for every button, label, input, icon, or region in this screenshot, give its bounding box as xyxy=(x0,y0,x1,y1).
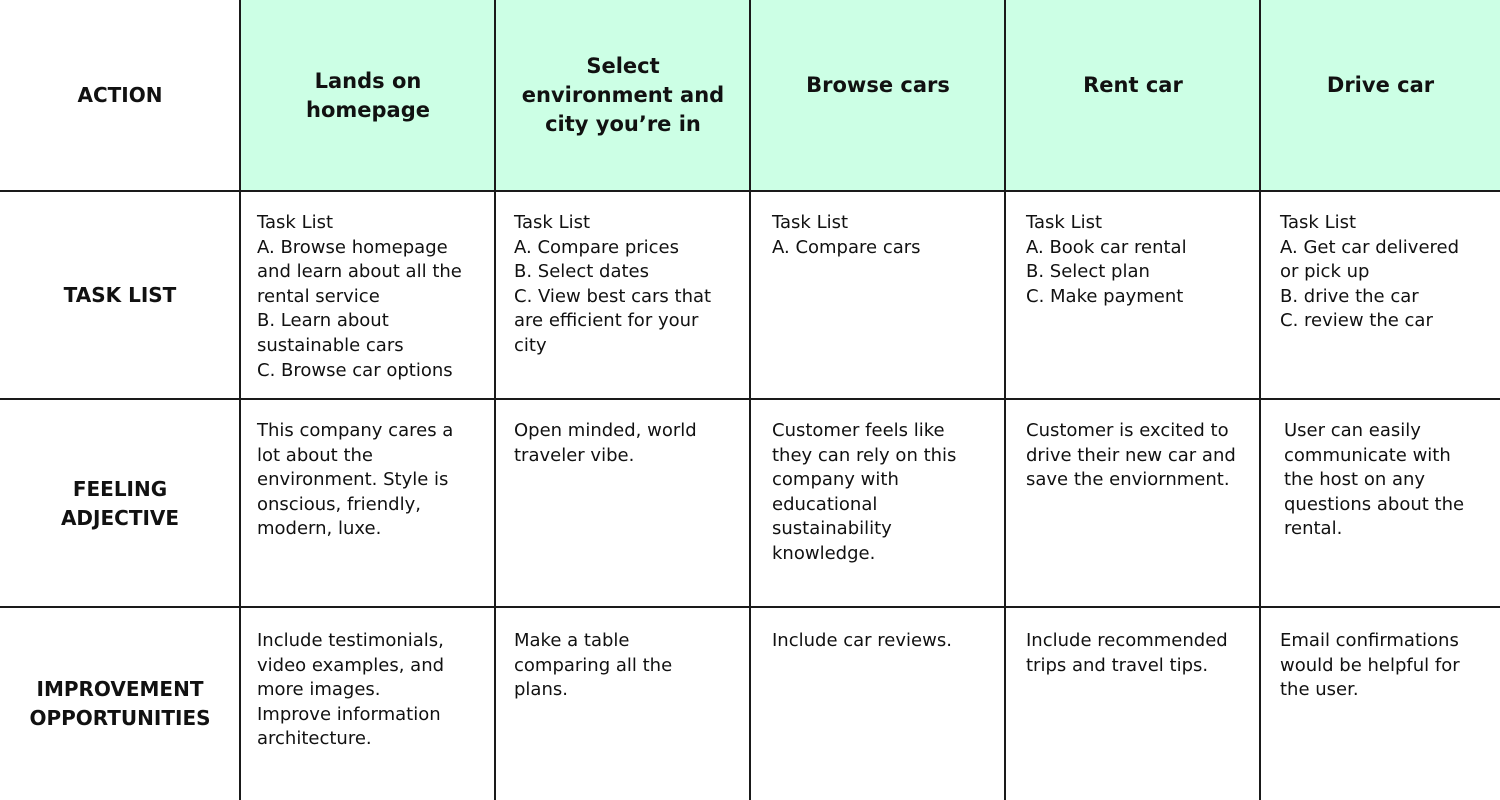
column-header-line: Select xyxy=(586,54,660,78)
cell-text-line: save the enviornment. xyxy=(1026,469,1230,491)
cell-text-line: video examples, and xyxy=(257,654,445,676)
row-divider xyxy=(0,398,1500,400)
column-header-rent-car xyxy=(1006,0,1260,191)
row-divider xyxy=(0,190,1500,192)
cell-text-line: Make a table xyxy=(514,630,630,651)
column-header-line: Drive car xyxy=(1326,73,1435,97)
column-header-lands-on-homepage xyxy=(241,0,495,191)
cell-text-line: User can easily xyxy=(1284,420,1421,441)
table-cell xyxy=(772,629,952,654)
cell-text-line: Task List xyxy=(772,212,849,233)
cell-text-line: Customer feels like xyxy=(772,420,945,441)
column-divider xyxy=(494,0,496,800)
cell-text-line: C. Browse car options xyxy=(257,359,453,381)
cell-text-line: and learn about all the xyxy=(257,261,462,283)
row-header-line: IMPROVEMENT xyxy=(36,677,204,701)
cell-text-line: drive their new car and xyxy=(1026,444,1236,466)
cell-text-line: Task List xyxy=(257,212,334,233)
cell-text-line: A. Compare cars xyxy=(772,236,921,258)
cell-text-line: B. Learn about xyxy=(257,310,389,332)
cell-text-line: Customer is excited to xyxy=(1026,420,1229,441)
row-header-feeling-adjective xyxy=(0,400,240,607)
cell-text-line: A. Compare prices xyxy=(514,236,679,258)
table-cell xyxy=(1026,629,1228,678)
cell-text-line: Include car reviews. xyxy=(772,630,952,651)
cell-text-line: knowledge. xyxy=(772,542,876,564)
row-header-task-list xyxy=(0,192,240,399)
table-cell xyxy=(772,419,956,567)
column-header-line: Rent car xyxy=(1083,73,1183,97)
cell-text-line: city xyxy=(514,334,547,356)
table-cell xyxy=(1280,211,1459,334)
row-header-line: OPPORTUNITIES xyxy=(29,706,211,730)
cell-text-line: A. Browse homepage xyxy=(257,236,448,258)
cell-text-line: onscious, friendly, xyxy=(257,493,421,515)
cell-text-line: lot about the xyxy=(257,444,373,466)
cell-text-line: Task List xyxy=(1026,212,1103,233)
cell-text-line: or pick up xyxy=(1280,261,1370,283)
cell-text-line: C. Make payment xyxy=(1026,285,1184,307)
table-cell xyxy=(257,211,462,383)
cell-text-line: company with xyxy=(772,469,899,491)
cell-text-line: This company cares a xyxy=(257,420,454,441)
cell-text-line: Email confirmations xyxy=(1280,630,1459,651)
table-cell xyxy=(1284,419,1464,542)
column-header-drive-car xyxy=(1261,0,1500,191)
row-divider xyxy=(0,606,1500,608)
cell-text-line: trips and travel tips. xyxy=(1026,654,1209,676)
cell-text-line: sustainability xyxy=(772,518,892,540)
cell-text-line: architecture. xyxy=(257,728,372,750)
column-header-line: homepage xyxy=(306,97,430,122)
cell-text-line: B. Select plan xyxy=(1026,261,1150,283)
cell-text-line: A. Get car delivered xyxy=(1280,236,1460,258)
cell-text-line: Include testimonials, xyxy=(257,630,444,651)
cell-text-line: C. View best cars that xyxy=(514,285,712,307)
table-cell xyxy=(514,419,697,468)
column-header-line: environment and xyxy=(521,83,725,107)
table-cell xyxy=(1280,629,1460,703)
cell-text-line: rental service xyxy=(257,285,380,307)
row-header-action xyxy=(0,0,240,191)
cell-text-line: rental. xyxy=(1284,518,1343,540)
cell-text-line: more images. xyxy=(257,679,381,701)
cell-text-line: are efficient for your xyxy=(514,310,699,332)
table-cell xyxy=(257,629,444,752)
cell-text-line: sustainable cars xyxy=(257,334,404,356)
cell-text-line: they can rely on this xyxy=(772,444,957,466)
cell-text-line: C. review the car xyxy=(1280,310,1433,332)
column-header-line: city you’re in xyxy=(545,112,701,136)
cell-text-line: B. Select dates xyxy=(514,261,650,283)
cell-text-line: Task List xyxy=(1280,212,1357,233)
column-header-browse-cars xyxy=(751,0,1005,191)
cell-text-line: environment. Style is xyxy=(257,469,449,491)
table-cell xyxy=(1026,419,1236,493)
cell-text-line: B. drive the car xyxy=(1280,285,1419,307)
cell-text-line: the user. xyxy=(1280,679,1359,701)
table-cell xyxy=(514,211,711,359)
cell-text-line: comparing all the xyxy=(514,654,673,676)
column-divider xyxy=(239,0,241,800)
cell-text-line: traveler vibe. xyxy=(514,444,635,466)
column-header-select-environment xyxy=(496,0,750,191)
cell-text-line: questions about the xyxy=(1284,493,1465,515)
row-header-improvement-opportunities xyxy=(0,608,240,800)
column-divider xyxy=(749,0,751,800)
column-header-line: Lands on xyxy=(314,68,422,93)
column-divider xyxy=(1259,0,1261,800)
cell-text-line: modern, luxe. xyxy=(257,518,382,540)
table-cell xyxy=(257,419,453,542)
column-header-line: Browse cars xyxy=(806,73,950,97)
cell-text-line: would be helpful for xyxy=(1280,654,1460,676)
cell-text-line: Task List xyxy=(514,212,591,233)
cell-text-line: communicate with xyxy=(1284,444,1451,466)
column-divider xyxy=(1004,0,1006,800)
table-cell xyxy=(514,629,672,703)
table-cell xyxy=(1026,211,1187,309)
cell-text-line: plans. xyxy=(514,679,568,701)
cell-text-line: educational xyxy=(772,493,878,515)
cell-text-line: Open minded, world xyxy=(514,420,697,441)
row-header-action-label: ACTION xyxy=(77,83,163,107)
cell-text-line: the host on any xyxy=(1284,469,1426,491)
cell-text-line: A. Book car rental xyxy=(1026,236,1187,258)
row-header-line: FEELING xyxy=(72,476,168,501)
table-cell xyxy=(772,211,921,260)
cell-text-line: Improve information xyxy=(257,703,441,725)
cell-text-line: Include recommended xyxy=(1026,630,1228,651)
row-header-line: ADJECTIVE xyxy=(60,505,180,530)
row-header-line: TASK LIST xyxy=(63,283,177,307)
